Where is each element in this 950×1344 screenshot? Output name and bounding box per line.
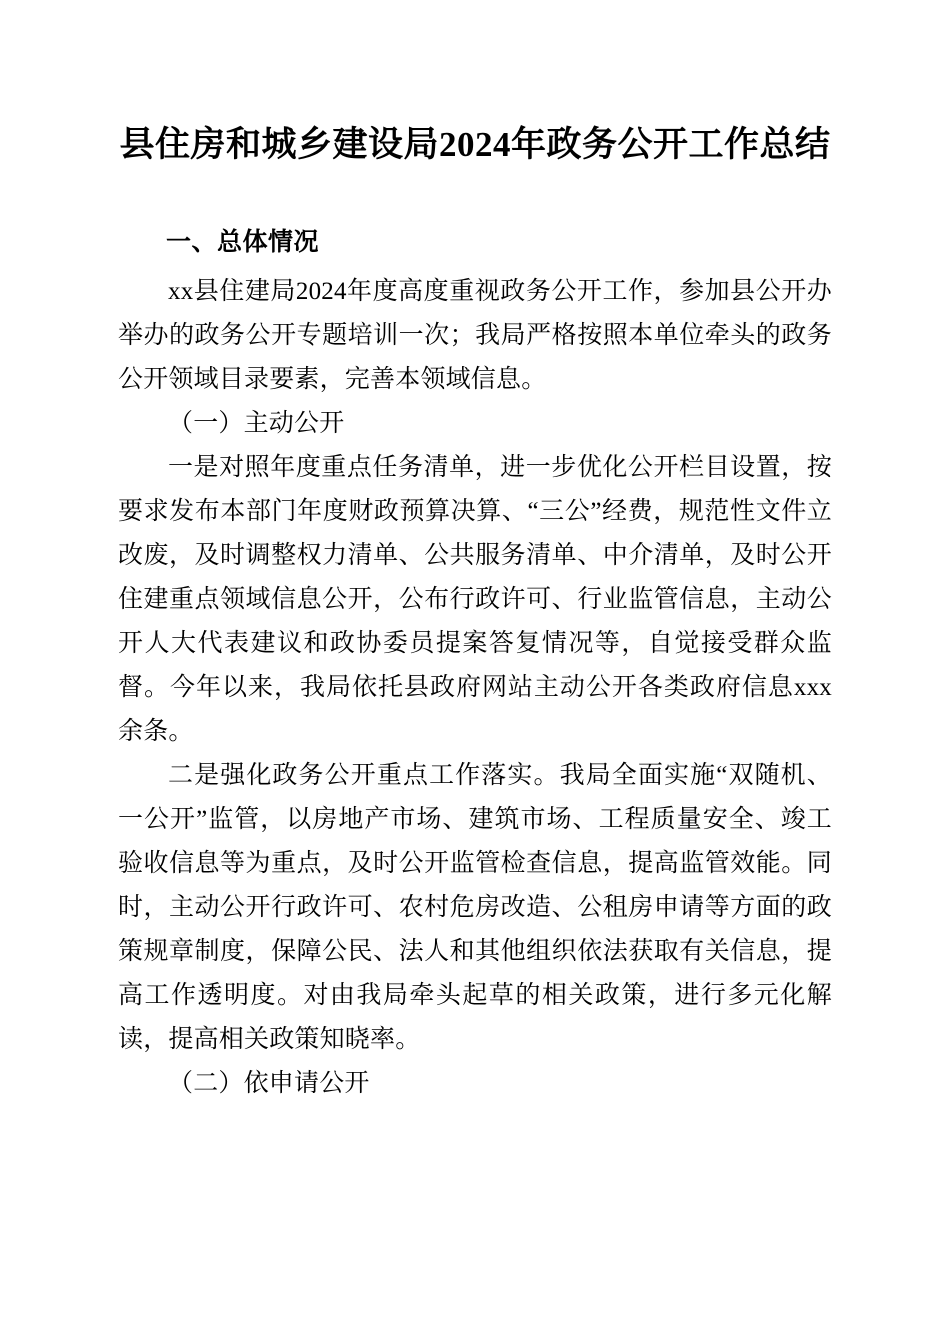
paragraph-active-disclosure-2: 二是强化政务公开重点工作落实。我局全面实施“双随机、一公开”监管，以房地产市场、建筑市场、工程质量安全、竣工验收信息等为重点，及时公开监管检查信息，提高监管效能。同时，主动公开行政许可、农村危房改造、公租房申请等方面的政策规章制度，保障公民、法人和其他组织依法获取有关信息，提高工作透明度。对由我局牵头起草的相关政策，进行多元化解读，提高相关政策知晓率。 bbox=[118, 762, 832, 1053]
section-heading-overall-situation: 一、总体情况 bbox=[166, 227, 320, 256]
subsection-heading-active-disclosure: （一）主动公开 bbox=[168, 410, 345, 437]
document-content bbox=[118, 0, 832, 1106]
paragraph-overall-intro: xx县住建局2024年度高度重视政务公开工作，参加县公开办举办的政务公开专题培训一次；我局严格按照本单位牵头的政务公开领域目录要素，完善本领域信息。 bbox=[118, 278, 832, 393]
paragraph-active-disclosure-1: 一是对照年度重点任务清单，进一步优化公开栏目设置，按要求发布本部门年度财政预算决算、“三公”经费，规范性文件立改废，及时调整权力清单、公共服务清单、中介清单，及时公开住建重点领域信息公开，公布行政许可、行业监管信息，主动公开人大代表建议和政协委员提案答复情况等，自觉接受群众监督。今年以来，我局依托县政府网站主动公开各类政府信息xxx余条。 bbox=[118, 454, 832, 745]
subsection-heading-on-request-disclosure: （二）依申请公开 bbox=[168, 1070, 370, 1097]
document-title: 县住房和城乡建设局2024年政务公开工作总结 bbox=[119, 125, 831, 164]
